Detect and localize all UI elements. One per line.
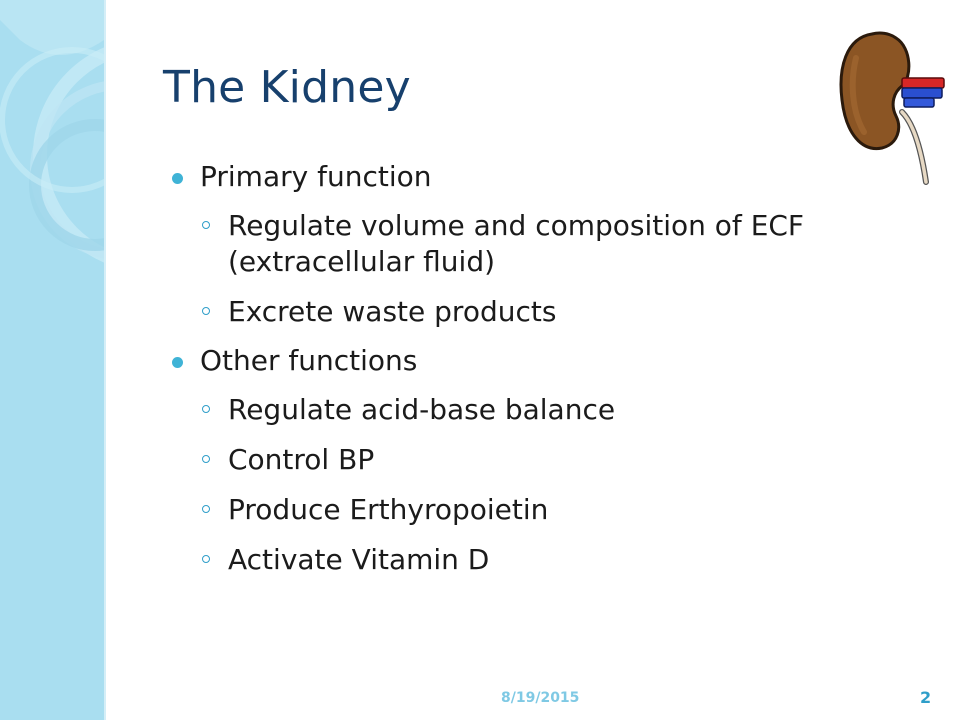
sub-bullet-ring-icon [202, 221, 210, 229]
sub-bullet-ring-icon [202, 505, 210, 513]
sub-bullet-acid-base [172, 392, 872, 428]
sub-bullet-text: Excrete waste products [228, 295, 557, 328]
sub-bullet-control-bp [172, 442, 872, 478]
bullet-text: Other functions [200, 344, 418, 377]
band-pattern [0, 0, 104, 720]
sub-bullet-ring-icon [202, 455, 210, 463]
sub-bullet-regulate-volume [172, 208, 872, 280]
bullet-dot-icon [172, 357, 183, 368]
bullet-primary-function [172, 160, 872, 194]
sub-bullet-erythropoietin [172, 492, 872, 528]
sub-bullet-text: Activate Vitamin D [228, 543, 490, 576]
band-edge-line [104, 0, 106, 720]
sub-bullet-text: Control BP [228, 443, 375, 476]
sub-bullet-text: Regulate volume and composition of ECF (extracellular fluid) [228, 209, 805, 278]
bullet-list [172, 160, 872, 592]
bullet-other-functions [172, 344, 872, 378]
bullet-text: Primary function [200, 160, 432, 193]
slide-number: 2 [920, 688, 932, 707]
sub-bullet-ring-icon [202, 307, 210, 315]
bullet-dot-icon [172, 173, 183, 184]
sub-bullet-text: Produce Erthyropoietin [228, 493, 549, 526]
sub-bullet-ring-icon [202, 555, 210, 563]
sub-bullet-text: Regulate acid-base balance [228, 393, 616, 426]
sub-bullet-ring-icon [202, 405, 210, 413]
kidney-icon [832, 30, 950, 190]
footer-date: 8/19/2015 [501, 690, 580, 706]
slide-title: The Kidney [163, 62, 411, 113]
sub-bullet-excrete-waste [172, 294, 872, 330]
decorative-band [0, 0, 104, 720]
sub-bullet-vitamin-d [172, 542, 872, 578]
